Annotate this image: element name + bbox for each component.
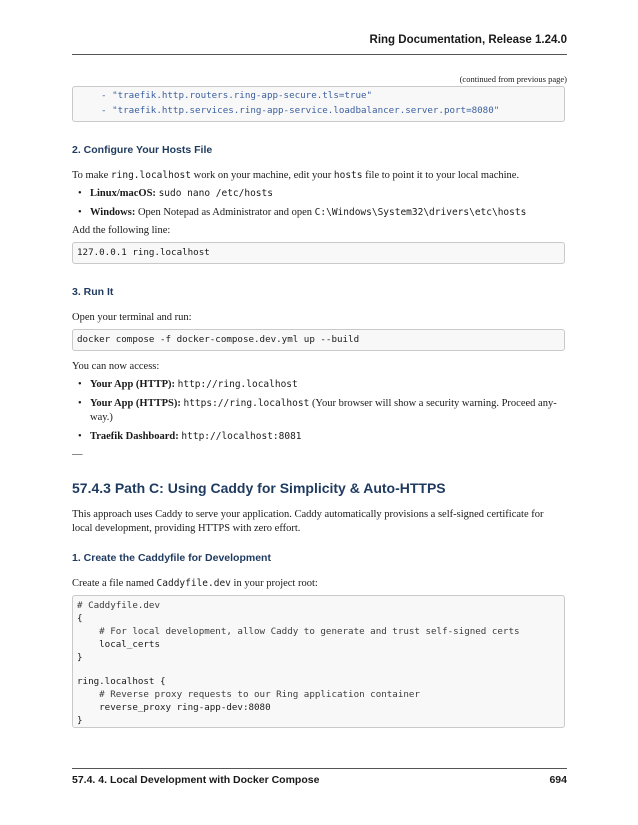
section-heading-run: 3. Run It [72, 286, 114, 298]
inline-code: https://ring.localhost [183, 398, 310, 409]
item-label: Linux/macOS: [90, 188, 156, 199]
code-block-caddyfile [72, 595, 565, 728]
page-number: 694 [549, 774, 567, 786]
item-label: Your App (HTTP): [90, 379, 175, 390]
code-block-hosts [72, 242, 565, 264]
section-heading-caddy: 57.4.3 Path C: Using Caddy for Simplicity & Auto-HTTPS [72, 480, 446, 496]
code-block-traefik-labels [72, 86, 565, 122]
text: file to point it to your local machine. [362, 170, 520, 181]
code-line: reverse_proxy ring-app-dev:8080 [77, 702, 271, 713]
caddy-intro-paragraph: This approach uses Caddy to serve your application. Caddy automatically provisions a self-signed certificate for local development, providing HTTPS with zero effort. [72, 509, 544, 534]
run-intro: Open your terminal and run: [72, 312, 192, 323]
section-heading-hosts: 2. Configure Your Hosts File [72, 144, 213, 156]
item-text: Open Notepad as Administrator and open [137, 207, 315, 218]
code-block-run [72, 329, 565, 351]
inline-code: ring.localhost [110, 170, 191, 181]
code-line: } [77, 715, 83, 726]
running-header-title: Ring Documentation, Release 1.24.0 [369, 34, 567, 46]
create-file-text [72, 577, 318, 591]
inline-code: http://localhost:8081 [181, 431, 302, 442]
list-item-https [78, 397, 565, 425]
code-line: # Caddyfile.dev [77, 600, 160, 611]
inline-code: http://ring.localhost [177, 379, 298, 390]
code-line: - "traefik.http.services.ring-app-service.loadbalancer.server.port=8080" [101, 105, 500, 116]
list-item-windows [78, 206, 565, 220]
continued-note: (continued from previous page) [459, 74, 567, 84]
bullet: • [78, 398, 82, 409]
bullet: • [78, 379, 82, 390]
bullet: • [78, 207, 82, 218]
list-item-linux [78, 187, 565, 201]
code-line: - "traefik.http.routers.ring-app-secure.tls=true" [101, 90, 373, 101]
code-line: local_certs [77, 639, 160, 650]
bullet: • [78, 431, 82, 442]
code-line: 127.0.0.1 ring.localhost [77, 247, 210, 258]
text: To make [72, 170, 111, 181]
inline-code: C:\Windows\System32\drivers\etc\hosts [314, 207, 527, 218]
hosts-intro [72, 169, 519, 183]
footer-rule [72, 768, 567, 769]
item-note: (Your browser will show a security warning. Proceed any- [311, 398, 557, 409]
item-label: Your App (HTTPS): [90, 398, 181, 409]
code-line: ring.localhost { [77, 676, 166, 687]
footer-section-title: 57.4. 4. Local Development with Docker Compose [72, 774, 320, 786]
header-rule [72, 54, 567, 55]
text: work on your machine, edit your [191, 170, 334, 181]
add-line-text: Add the following line: [72, 225, 171, 236]
inline-code: hosts [333, 170, 363, 181]
inline-code: sudo nano /etc/hosts [158, 188, 273, 199]
code-line: # For local development, allow Caddy to generate and trust self-signed certs [77, 626, 520, 637]
code-line: { [77, 613, 83, 624]
text: Create a file named [72, 578, 157, 589]
inline-code: Caddyfile.dev [156, 578, 231, 589]
code-line: } [77, 652, 83, 663]
code-line: # Reverse proxy requests to our Ring application container [77, 689, 420, 700]
list-item-http [78, 378, 565, 392]
list-item-traefik-dashboard [78, 430, 565, 444]
bullet: • [78, 188, 82, 199]
item-label: Traefik Dashboard: [90, 431, 179, 442]
separator-dash: — [72, 449, 83, 460]
text: in your project root: [230, 578, 318, 589]
code-line: docker compose -f docker-compose.dev.yml up --build [77, 334, 360, 345]
item-label: Windows: [90, 207, 136, 218]
item-note: way.) [90, 412, 113, 423]
subheading-create-caddyfile: 1. Create the Caddyfile for Development [72, 552, 271, 564]
access-text: You can now access: [72, 361, 160, 372]
